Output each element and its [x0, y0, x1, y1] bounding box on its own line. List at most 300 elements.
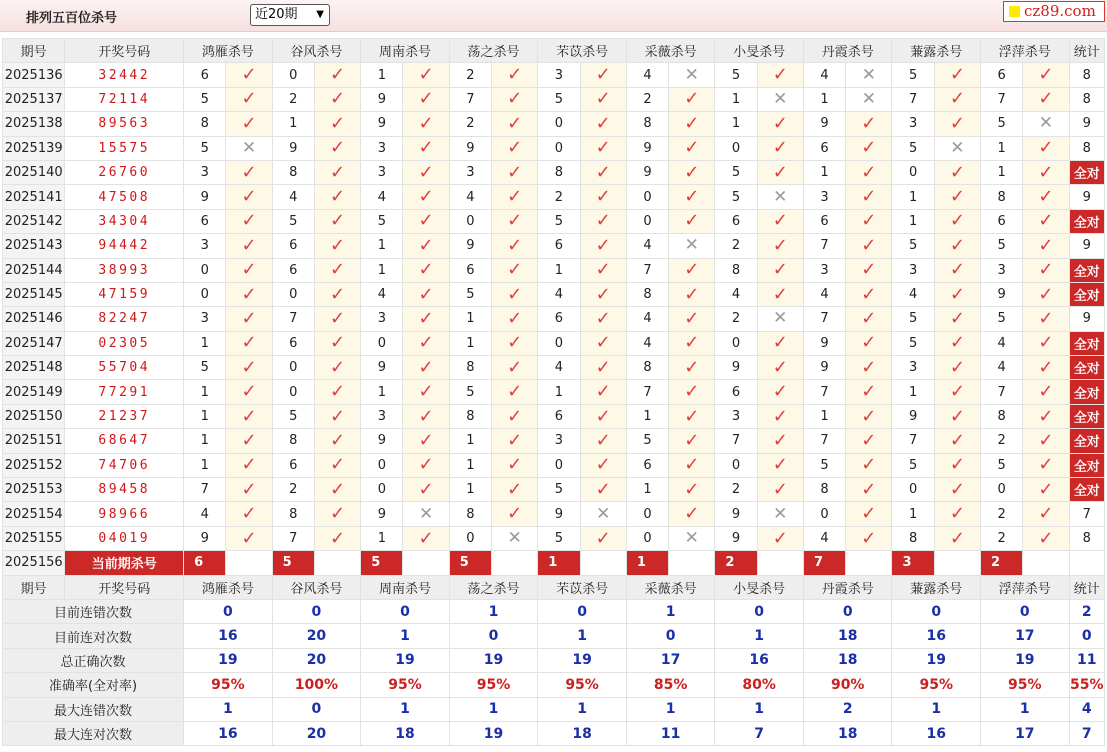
check-icon: ✓: [507, 307, 523, 329]
current-kill-number: 7: [803, 551, 845, 575]
kill-number-cell: 2: [981, 429, 1023, 453]
kill-number-cell: 0: [715, 453, 757, 477]
col-expert-header[interactable]: 浮萍杀号: [981, 575, 1070, 599]
summary-label: 目前连错次数: [3, 599, 184, 623]
kill-number-cell: 9: [803, 356, 845, 380]
result-mark-cell: [757, 453, 803, 477]
kill-number-cell: 1: [361, 63, 403, 87]
check-icon: ✓: [861, 234, 877, 256]
check-icon: ✓: [507, 405, 523, 427]
result-mark-cell: [226, 380, 272, 404]
summary-value: 19: [449, 648, 538, 672]
kill-number-cell: 6: [272, 453, 314, 477]
kill-number-cell: 8: [626, 282, 668, 306]
check-icon: ✓: [595, 405, 611, 427]
check-icon: ✓: [595, 381, 611, 403]
current-kill-number: 1: [626, 551, 668, 575]
check-icon: ✓: [330, 429, 346, 451]
winning-code-cell: 77291: [65, 380, 184, 404]
kill-number-cell: 3: [361, 307, 403, 331]
cross-icon: ✕: [773, 308, 788, 329]
kill-number-cell: 0: [272, 282, 314, 306]
summary-value: 19: [981, 648, 1070, 672]
winning-code-cell: 74706: [65, 453, 184, 477]
kill-number-cell: 4: [626, 331, 668, 355]
result-mark-cell: [314, 160, 360, 184]
summary-value: 20: [272, 721, 361, 745]
check-icon: ✓: [684, 429, 700, 451]
check-icon: ✓: [595, 186, 611, 208]
empty-cell: [492, 551, 538, 575]
check-icon: ✓: [949, 454, 965, 476]
result-mark-cell: [403, 112, 449, 136]
check-icon: ✓: [330, 503, 346, 525]
result-mark-cell: [492, 258, 538, 282]
col-expert-header[interactable]: 周南杀号: [361, 575, 450, 599]
check-icon: ✓: [507, 381, 523, 403]
result-mark-cell: [226, 526, 272, 550]
result-mark-cell: [934, 526, 980, 550]
check-icon: ✓: [330, 283, 346, 305]
check-icon: ✓: [330, 64, 346, 86]
kill-number-cell: 2: [538, 185, 580, 209]
check-icon: ✓: [595, 88, 611, 110]
issue-cell: 2025138: [3, 112, 65, 136]
summary-value: 17: [626, 648, 715, 672]
winning-code-cell: 04019: [65, 526, 184, 550]
kill-number-cell: 5: [361, 209, 403, 233]
summary-value: 16: [184, 721, 273, 745]
kill-number-cell: 3: [803, 185, 845, 209]
check-icon: ✓: [241, 259, 257, 281]
kill-number-cell: 5: [981, 453, 1023, 477]
cross-icon: ✕: [418, 503, 434, 524]
all-correct-badge: 全对: [1069, 356, 1104, 380]
result-mark-cell: [226, 307, 272, 331]
result-mark-cell: [1023, 209, 1069, 233]
summary-value: 1: [449, 599, 538, 623]
result-mark-cell: [1023, 160, 1069, 184]
kill-number-cell: 1: [272, 112, 314, 136]
kill-number-cell: 7: [803, 429, 845, 453]
check-icon: ✓: [684, 405, 700, 427]
issue-cell: 2025154: [3, 502, 65, 526]
result-mark-cell: [314, 112, 360, 136]
kill-number-cell: 6: [803, 209, 845, 233]
result-mark-cell: [580, 160, 626, 184]
cross-icon: ✕: [861, 88, 876, 109]
kill-number-cell: 5: [981, 234, 1023, 258]
check-icon: ✓: [507, 210, 523, 232]
table-header-row: [3, 39, 1105, 63]
summary-label: 总正确次数: [3, 648, 184, 672]
result-mark-cell: [580, 63, 626, 87]
check-icon: ✓: [949, 307, 965, 329]
col-expert-header[interactable]: 丹霞杀号: [803, 575, 892, 599]
result-mark-cell: [757, 185, 803, 209]
summary-label: 最大连错次数: [3, 697, 184, 721]
result-mark-cell: [934, 356, 980, 380]
col-expert-header[interactable]: 周南杀号: [361, 39, 450, 63]
kill-number-cell: 8: [981, 404, 1023, 428]
kill-number-cell: 5: [892, 307, 934, 331]
check-icon: ✓: [861, 161, 877, 183]
winning-code-cell: 38993: [65, 258, 184, 282]
kill-number-cell: 4: [803, 526, 845, 550]
cross-icon: ✕: [684, 528, 699, 548]
result-mark-cell: [492, 526, 538, 550]
kill-number-cell: 5: [538, 526, 580, 550]
kill-number-cell: 1: [626, 478, 668, 502]
check-icon: ✓: [1038, 454, 1054, 476]
result-mark-cell: [757, 404, 803, 428]
result-mark-cell: [403, 380, 449, 404]
kill-number-cell: 4: [538, 282, 580, 306]
result-mark-cell: [403, 136, 449, 160]
check-icon: ✓: [418, 210, 434, 232]
kill-number-cell: 8: [272, 429, 314, 453]
check-icon: ✓: [418, 429, 434, 451]
kill-number-cell: 3: [538, 429, 580, 453]
result-mark-cell: [669, 282, 715, 306]
result-mark-cell: [314, 453, 360, 477]
logo-square-icon: [1009, 6, 1020, 17]
result-mark-cell: [492, 478, 538, 502]
check-icon: ✓: [418, 186, 434, 208]
result-mark-cell: [403, 258, 449, 282]
check-icon: ✓: [772, 454, 788, 476]
check-icon: ✓: [418, 405, 434, 427]
kill-number-cell: 1: [184, 380, 226, 404]
summary-value: 1: [626, 697, 715, 721]
check-icon: ✓: [241, 356, 257, 378]
result-mark-cell: [669, 112, 715, 136]
check-icon: ✓: [241, 405, 257, 427]
col-expert-header[interactable]: 蒹露杀号: [892, 575, 981, 599]
issue-cell: 2025156: [3, 551, 65, 575]
result-mark-cell: [757, 258, 803, 282]
winning-code-cell: 89563: [65, 112, 184, 136]
kill-number-cell: 0: [449, 209, 491, 233]
issue-cell: 2025150: [3, 404, 65, 428]
result-mark-cell: [934, 209, 980, 233]
kill-number-cell: 0: [449, 526, 491, 550]
stat-cell: 9: [1069, 112, 1104, 136]
kill-number-cell: 7: [892, 429, 934, 453]
check-icon: ✓: [684, 454, 700, 476]
check-icon: ✓: [772, 356, 788, 378]
result-mark-cell: [314, 136, 360, 160]
check-icon: ✓: [241, 478, 257, 500]
check-icon: ✓: [1038, 210, 1054, 232]
result-mark-cell: [314, 429, 360, 453]
check-icon: ✓: [595, 478, 611, 500]
kill-number-cell: 0: [715, 331, 757, 355]
col-expert-header[interactable]: 谷风杀号: [272, 575, 361, 599]
result-mark-cell: [1023, 307, 1069, 331]
result-mark-cell: [757, 307, 803, 331]
kill-number-cell: 0: [626, 185, 668, 209]
empty-cell: [846, 551, 892, 575]
summary-value: 95%: [892, 673, 981, 697]
summary-value: 2: [803, 697, 892, 721]
kill-number-cell: 1: [184, 404, 226, 428]
table-row: [3, 307, 1105, 331]
check-icon: ✓: [418, 307, 434, 329]
kill-number-cell: 5: [449, 380, 491, 404]
kill-number-cell: 9: [715, 356, 757, 380]
check-icon: ✓: [507, 332, 523, 354]
col-expert-header[interactable]: 芣苡杀号: [538, 39, 627, 63]
result-mark-cell: [1023, 380, 1069, 404]
table-row: [3, 87, 1105, 111]
check-icon: ✓: [772, 137, 788, 159]
summary-value: 1: [626, 599, 715, 623]
result-mark-cell: [314, 87, 360, 111]
result-mark-cell: [757, 380, 803, 404]
check-icon: ✓: [330, 527, 346, 549]
result-mark-cell: [846, 453, 892, 477]
check-icon: ✓: [330, 356, 346, 378]
check-icon: ✓: [241, 332, 257, 354]
summary-value: 90%: [803, 673, 892, 697]
check-icon: ✓: [418, 283, 434, 305]
check-icon: ✓: [772, 161, 788, 183]
kill-number-cell: 3: [538, 63, 580, 87]
summary-value: 16: [184, 624, 273, 648]
result-mark-cell: [846, 526, 892, 550]
result-mark-cell: [492, 404, 538, 428]
result-mark-cell: [669, 331, 715, 355]
summary-stat-value: 7: [1069, 721, 1104, 745]
table-row: [3, 502, 1105, 526]
check-icon: ✓: [507, 161, 523, 183]
kill-number-cell: 1: [981, 136, 1023, 160]
col-expert-header[interactable]: 荡之杀号: [449, 39, 538, 63]
stat-cell: 8: [1069, 136, 1104, 160]
check-icon: ✓: [861, 259, 877, 281]
winning-code-cell: 32442: [65, 63, 184, 87]
summary-value: 7: [715, 721, 804, 745]
kill-number-cell: 1: [538, 380, 580, 404]
check-icon: ✓: [507, 88, 523, 110]
kill-number-cell: 6: [981, 209, 1023, 233]
kill-number-cell: 7: [981, 87, 1023, 111]
check-icon: ✓: [949, 112, 965, 134]
result-mark-cell: [669, 160, 715, 184]
result-mark-cell: [846, 356, 892, 380]
kill-number-cell: 1: [892, 380, 934, 404]
table-row: [3, 380, 1105, 404]
kill-number-cell: 1: [361, 234, 403, 258]
check-icon: ✓: [772, 478, 788, 500]
kill-number-cell: 9: [361, 112, 403, 136]
col-expert-header[interactable]: 芣苡杀号: [538, 575, 627, 599]
result-mark-cell: [403, 453, 449, 477]
all-correct-badge: 全对: [1069, 453, 1104, 477]
kill-number-cell: 5: [184, 136, 226, 160]
check-icon: ✓: [418, 88, 434, 110]
check-icon: ✓: [949, 478, 965, 500]
summary-value: 0: [715, 599, 804, 623]
col-code-header: 开奖号码: [65, 39, 184, 63]
kill-number-cell: 4: [626, 63, 668, 87]
kill-number-cell: 0: [626, 209, 668, 233]
result-mark-cell: [1023, 185, 1069, 209]
summary-row: [3, 624, 1105, 648]
summary-row: [3, 721, 1105, 745]
kill-number-cell: 3: [184, 234, 226, 258]
result-mark-cell: [1023, 478, 1069, 502]
kill-number-cell: 1: [715, 112, 757, 136]
kill-number-cell: 4: [626, 234, 668, 258]
kill-number-cell: 1: [449, 429, 491, 453]
winning-code-cell: 21237: [65, 404, 184, 428]
result-mark-cell: [580, 453, 626, 477]
kill-number-cell: 1: [449, 331, 491, 355]
check-icon: ✓: [684, 259, 700, 281]
check-icon: ✓: [241, 112, 257, 134]
check-icon: ✓: [418, 332, 434, 354]
check-icon: ✓: [507, 186, 523, 208]
range-select[interactable]: [250, 4, 330, 26]
col-expert-header[interactable]: 采薇杀号: [626, 575, 715, 599]
result-mark-cell: [403, 282, 449, 306]
issue-cell: 2025143: [3, 234, 65, 258]
col-expert-header[interactable]: 荡之杀号: [449, 575, 538, 599]
check-icon: ✓: [595, 454, 611, 476]
col-expert-header[interactable]: 采薇杀号: [626, 39, 715, 63]
site-logo[interactable]: [1003, 1, 1105, 22]
summary-label: 最大连对次数: [3, 721, 184, 745]
check-icon: ✓: [418, 137, 434, 159]
kill-number-cell: 4: [361, 282, 403, 306]
kill-number-cell: 5: [892, 63, 934, 87]
result-mark-cell: [314, 234, 360, 258]
result-mark-cell: [314, 356, 360, 380]
check-icon: ✓: [1038, 381, 1054, 403]
check-icon: ✓: [330, 137, 346, 159]
kill-number-cell: 1: [449, 478, 491, 502]
check-icon: ✓: [949, 503, 965, 525]
result-mark-cell: [403, 404, 449, 428]
kill-number-cell: 6: [715, 380, 757, 404]
result-mark-cell: [757, 160, 803, 184]
all-correct-badge: 全对: [1069, 282, 1104, 306]
result-mark-cell: [669, 209, 715, 233]
result-mark-cell: [226, 453, 272, 477]
result-mark-cell: [669, 526, 715, 550]
issue-cell: 2025152: [3, 453, 65, 477]
col-expert-header[interactable]: 谷风杀号: [272, 39, 361, 63]
col-expert-header[interactable]: 小旻杀号: [715, 39, 804, 63]
kill-number-cell: 0: [538, 453, 580, 477]
top-bar: [0, 0, 1107, 32]
table-row: [3, 63, 1105, 87]
page-title: 排列五百位杀号: [26, 11, 118, 26]
result-mark-cell: [1023, 136, 1069, 160]
summary-value: 18: [803, 624, 892, 648]
col-expert-header[interactable]: 小旻杀号: [715, 575, 804, 599]
summary-value: 19: [892, 648, 981, 672]
col-expert-header[interactable]: 蒹露杀号: [892, 39, 981, 63]
result-mark-cell: [580, 282, 626, 306]
stat-cell: 8: [1069, 526, 1104, 550]
kill-number-cell: 5: [803, 453, 845, 477]
current-kill-number: 5: [361, 551, 403, 575]
summary-row: [3, 673, 1105, 697]
result-mark-cell: [846, 429, 892, 453]
kill-number-cell: 1: [538, 258, 580, 282]
col-expert-header[interactable]: 鸿雁杀号: [184, 575, 273, 599]
check-icon: ✓: [507, 356, 523, 378]
cross-icon: ✕: [861, 64, 876, 85]
result-mark-cell: [934, 160, 980, 184]
check-icon: ✓: [772, 381, 788, 403]
check-icon: ✓: [330, 454, 346, 476]
check-icon: ✓: [241, 210, 257, 232]
check-icon: ✓: [861, 429, 877, 451]
empty-cell: [934, 551, 980, 575]
result-mark-cell: [846, 63, 892, 87]
kill-number-cell: 8: [715, 258, 757, 282]
check-icon: ✓: [418, 64, 434, 86]
kill-number-cell: 1: [184, 453, 226, 477]
result-mark-cell: [669, 380, 715, 404]
kill-number-cell: 2: [981, 526, 1023, 550]
summary-value: 0: [538, 599, 627, 623]
result-mark-cell: [846, 234, 892, 258]
current-kill-number: 5: [272, 551, 314, 575]
check-icon: ✓: [330, 161, 346, 183]
check-icon: ✓: [684, 503, 700, 525]
result-mark-cell: [226, 429, 272, 453]
summary-value: 18: [538, 721, 627, 745]
summary-value: 16: [892, 721, 981, 745]
kill-number-cell: 0: [538, 112, 580, 136]
check-icon: ✓: [861, 356, 877, 378]
result-mark-cell: [226, 331, 272, 355]
check-icon: ✓: [507, 112, 523, 134]
result-mark-cell: [757, 87, 803, 111]
kill-number-cell: 2: [715, 307, 757, 331]
check-icon: ✓: [330, 259, 346, 281]
col-expert-header[interactable]: 鸿雁杀号: [184, 39, 273, 63]
col-expert-header[interactable]: 丹霞杀号: [803, 39, 892, 63]
table-row: [3, 282, 1105, 306]
check-icon: ✓: [772, 64, 788, 86]
result-mark-cell: [226, 502, 272, 526]
winning-code-cell: 82247: [65, 307, 184, 331]
col-expert-header[interactable]: 浮萍杀号: [981, 39, 1070, 63]
result-mark-cell: [492, 331, 538, 355]
check-icon: ✓: [507, 454, 523, 476]
kill-number-cell: 5: [272, 209, 314, 233]
check-icon: ✓: [1038, 478, 1054, 500]
kill-number-cell: 2: [272, 87, 314, 111]
kill-number-cell: 3: [361, 136, 403, 160]
check-icon: ✓: [949, 429, 965, 451]
result-mark-cell: [757, 502, 803, 526]
result-mark-cell: [492, 136, 538, 160]
kill-number-cell: 5: [892, 453, 934, 477]
stat-cell: 8: [1069, 87, 1104, 111]
summary-value: 1: [184, 697, 273, 721]
kill-number-cell: 5: [981, 112, 1023, 136]
kill-number-cell: 3: [715, 404, 757, 428]
result-mark-cell: [314, 380, 360, 404]
col-issue-header: 期号: [3, 575, 65, 599]
